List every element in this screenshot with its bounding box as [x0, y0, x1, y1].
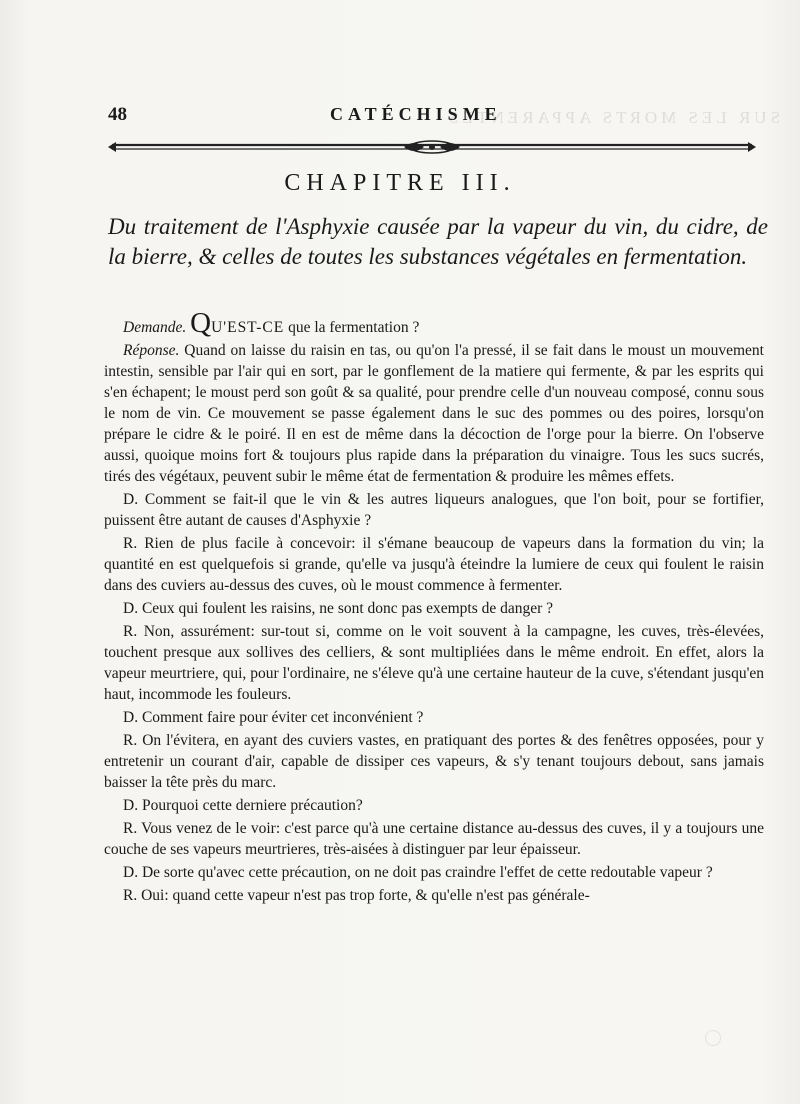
question-2: D. Comment se fait-il que le vin & les autres liqueurs analogues, que l'on boit, pour se fortifier, puissent être autant de causes d'Asphyxie ? — [104, 491, 764, 529]
question-text: que la fermentation ? — [284, 319, 420, 336]
answer-5: R. Vous venez de le voir: c'est parce qu'à une certaine distance au-dessus des cuves, il y a toujours une couche de ses vapeurs meurtrieres, très-aisées à distinguer par leur épaisseur. — [104, 820, 764, 858]
running-header — [108, 104, 760, 130]
question-5: D. Pourquoi cette derniere précaution? — [123, 797, 363, 814]
catechism-text — [104, 307, 764, 906]
question-3: D. Ceux qui foulent les raisins, ne sont donc pas exempts de danger ? — [123, 600, 554, 617]
answer-text: Quand on laisse du raisin en tas, ou qu'on l'a pressé, il se fait dans le moust un mouvement intestin, sensible par l'air qui en sort, par le gonflement de la matiere qui fermente, & par les esprits qui s'en échapent; le moust perd son goût & sa qualité, pour prendre celle d'un nouveau composé, connu sous le nom de vin. Ce mouvement se passe également dans le suc des pommes ou des poires, lorsqu'on prépare le cidre & le poiré. Il en est de même dans la décoction de l'orge pour la bierre. On l'observe aussi, quoique moins fort & toujours plus rapide dans la préparation du vinaigre. Tous les sucs sucrés, tirés des végétaux, peuvent subir le même état de fermentation & produire les mêmes effets. — [104, 342, 764, 485]
answer-1 — [104, 340, 764, 487]
ornamental-rule — [108, 138, 756, 156]
small-caps-text: U'EST-CE — [211, 319, 285, 336]
chapter-title: Du traitement de l'Asphyxie causée par la vapeur du vin, du cidre, de la bierre, & celles de toutes les substances végétales en fermentation. — [108, 214, 768, 269]
question-6: D. De sorte qu'avec cette précaution, on ne doit pas craindre l'effet de cette redoutable vapeur ? — [123, 864, 713, 881]
answer-2: R. Rien de plus facile à concevoir: il s'émane beaucoup de vapeurs dans la formation du vin; la quantité en est quelquefois si grande, qu'elle va jusqu'à éteindre la lumiere de ceux qui foulent le raisin dans des cuviers au-dessus des cuves, où le moust commence à fermenter. — [104, 535, 764, 594]
speaker-label: Réponse. — [123, 342, 180, 359]
answer-6: R. Oui: quand cette vapeur n'est pas trop forte, & qu'elle n'est pas générale- — [123, 887, 590, 904]
speaker-label: Demande. — [123, 319, 187, 336]
question-4: D. Comment faire pour éviter cet inconvénient ? — [123, 709, 424, 726]
running-title: CATÉCHISME — [330, 104, 502, 124]
answer-3: R. Non, assurément: sur-tout si, comme on le voit souvent à la campagne, les cuves, très-élevées, touchent presque aux sollives des celliers, & sont multipliées dans le même endroit. En effet, alors la vapeur meurtriere, qui, pour l'ordinaire, ne s'éleve qu'à une certaine hauteur de la cuve, s'étendant jusqu'en haut, incommode les fouleurs. — [104, 623, 764, 703]
question-1 — [104, 307, 764, 339]
page-number: 48 — [108, 104, 127, 125]
paper-stain — [705, 1030, 721, 1046]
drop-cap: Q — [190, 307, 212, 339]
chapter-heading: CHAPITRE III. — [284, 170, 516, 196]
answer-4: R. On l'évitera, en ayant des cuviers vastes, en pratiquant des portes & des fenêtres opposées, pour y entretenir un courant d'air, capable de dissiper ces vapeurs, & s'y tenant toujours debout, sans jamais baisser la tête près du marc. — [104, 732, 764, 791]
show-through-text: SUR LES MORTS APPARENTES — [445, 108, 780, 127]
